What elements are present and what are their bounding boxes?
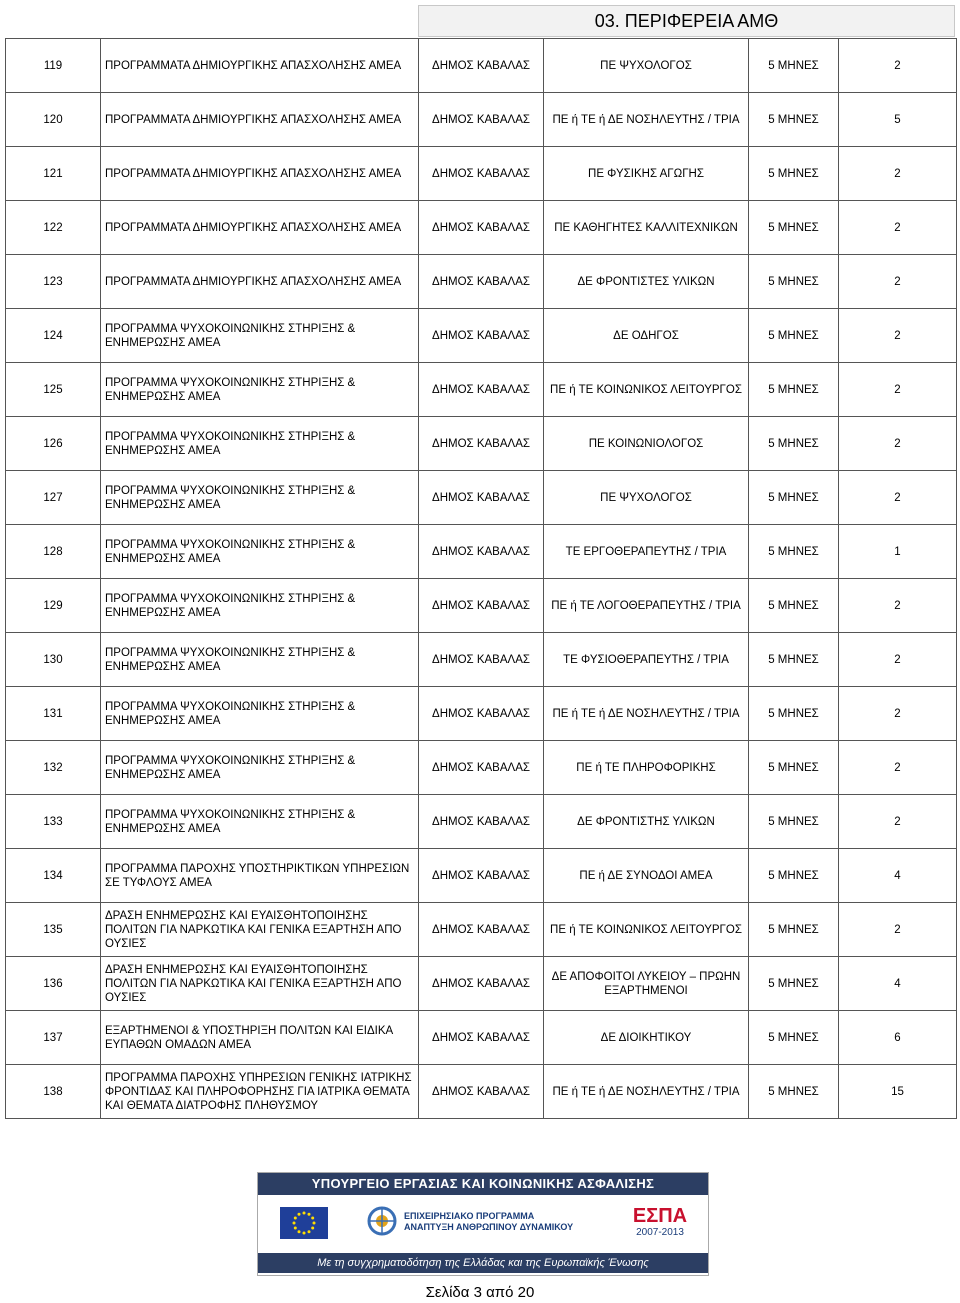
positions-count-cell: 2 xyxy=(839,903,957,957)
program-name-cell: ΠΡΟΓΡΑΜΜΑΤΑ ΔΗΜΙΟΥΡΓΙΚΗΣ ΑΠΑΣΧΟΛΗΣΗΣ ΑΜΕΑ xyxy=(101,201,419,255)
op-line-2: ΑΝΑΠΤΥΞΗ ΑΝΘΡΩΠΙΝΟΥ ΔΥΝΑΜΙΚΟΥ xyxy=(404,1222,574,1232)
table-row xyxy=(6,471,957,525)
municipality-cell: ΔΗΜΟΣ ΚΑΒΑΛΑΣ xyxy=(419,741,544,795)
program-name-cell: ΠΡΟΓΡΑΜΜΑ ΨΥΧΟΚΟΙΝΩΝΙΚΗΣ ΣΤΗΡΙΞΗΣ & ΕΝΗΜΕΡΩΣΗΣ ΑΜΕΑ xyxy=(101,525,419,579)
specialty-cell: ΤΕ ΦΥΣΙΟΘΕΡΑΠΕΥΤΗΣ / ΤΡΙΑ xyxy=(544,633,749,687)
page-title: 03. ΠΕΡΙΦΕΡΕΙΑ ΑΜΘ xyxy=(418,5,955,37)
program-name-cell: ΠΡΟΓΡΑΜΜΑ ΨΥΧΟΚΟΙΝΩΝΙΚΗΣ ΣΤΗΡΙΞΗΣ & ΕΝΗΜΕΡΩΣΗΣ ΑΜΕΑ xyxy=(101,363,419,417)
duration-cell: 5 ΜΗΝΕΣ xyxy=(749,903,839,957)
row-number-cell: 127 xyxy=(6,471,101,525)
municipality-cell: ΔΗΜΟΣ ΚΑΒΑΛΑΣ xyxy=(419,1065,544,1119)
specialty-cell: ΠΕ ΨΥΧΟΛΟΓΟΣ xyxy=(544,39,749,93)
table-row xyxy=(6,849,957,903)
positions-count-cell: 2 xyxy=(839,39,957,93)
program-name-cell: ΠΡΟΓΡΑΜΜΑΤΑ ΔΗΜΙΟΥΡΓΙΚΗΣ ΑΠΑΣΧΟΛΗΣΗΣ ΑΜΕΑ xyxy=(101,255,419,309)
specialty-cell: ΔΕ ΔΙΟΙΚΗΤΙΚΟΥ xyxy=(544,1011,749,1065)
specialty-cell: ΠΕ ΚΑΘΗΓΗΤΕΣ ΚΑΛΛΙΤΕΧΝΙΚΩΝ xyxy=(544,201,749,255)
row-number-cell: 136 xyxy=(6,957,101,1011)
page-number: Σελίδα 3 από 20 xyxy=(425,1284,535,1301)
operational-programme-logo-icon xyxy=(366,1205,398,1237)
positions-count-cell: 15 xyxy=(839,1065,957,1119)
duration-cell: 5 ΜΗΝΕΣ xyxy=(749,525,839,579)
ministry-banner: ΥΠΟΥΡΓΕΙΟ ΕΡΓΑΣΙΑΣ ΚΑΙ ΚΟΙΝΩΝΙΚΗΣ ΑΣΦΑΛΙΣΗΣ xyxy=(258,1173,708,1195)
table-row xyxy=(6,39,957,93)
row-number-cell: 138 xyxy=(6,1065,101,1119)
specialty-cell: ΠΕ ή ΤΕ ή ΔΕ ΝΟΣΗΛΕΥΤΗΣ / ΤΡΙΑ xyxy=(544,687,749,741)
municipality-cell: ΔΗΜΟΣ ΚΑΒΑΛΑΣ xyxy=(419,39,544,93)
specialty-cell: ΠΕ ΨΥΧΟΛΟΓΟΣ xyxy=(544,471,749,525)
table-row xyxy=(6,201,957,255)
specialty-cell: ΠΕ ή ΤΕ ή ΔΕ ΝΟΣΗΛΕΥΤΗΣ / ΤΡΙΑ xyxy=(544,93,749,147)
duration-cell: 5 ΜΗΝΕΣ xyxy=(749,741,839,795)
program-name-cell: ΠΡΟΓΡΑΜΜΑΤΑ ΔΗΜΙΟΥΡΓΙΚΗΣ ΑΠΑΣΧΟΛΗΣΗΣ ΑΜΕΑ xyxy=(101,147,419,201)
municipality-cell: ΔΗΜΟΣ ΚΑΒΑΛΑΣ xyxy=(419,93,544,147)
program-name-cell: ΠΡΟΓΡΑΜΜΑ ΠΑΡΟΧΗΣ ΥΠΗΡΕΣΙΩΝ ΓΕΝΙΚΗΣ ΙΑΤΡΙΚΗΣ ΦΡΟΝΤΙΔΑΣ ΚΑΙ ΠΛΗΡΟΦΟΡΗΣΗΣ ΓΙΑ ΙΑΤΡΙΚΑ ΘΕΜΑΤΑ ΚΑΙ ΘΕΜΑΤΑ ΔΙΑΤΡΟΦΗΣ ΠΛΗΘΥΣΜΟΥ xyxy=(101,1065,419,1119)
municipality-cell: ΔΗΜΟΣ ΚΑΒΑΛΑΣ xyxy=(419,579,544,633)
municipality-cell: ΔΗΜΟΣ ΚΑΒΑΛΑΣ xyxy=(419,417,544,471)
program-name-cell: ΠΡΟΓΡΑΜΜΑ ΨΥΧΟΚΟΙΝΩΝΙΚΗΣ ΣΤΗΡΙΞΗΣ & ΕΝΗΜΕΡΩΣΗΣ ΑΜΕΑ xyxy=(101,741,419,795)
positions-count-cell: 2 xyxy=(839,147,957,201)
municipality-cell: ΔΗΜΟΣ ΚΑΒΑΛΑΣ xyxy=(419,849,544,903)
municipality-cell: ΔΗΜΟΣ ΚΑΒΑΛΑΣ xyxy=(419,201,544,255)
row-number-cell: 131 xyxy=(6,687,101,741)
table-row xyxy=(6,525,957,579)
op-line-1: ΕΠΙΧΕΙΡΗΣΙΑΚΟ ΠΡΟΓΡΑΜΜΑ xyxy=(404,1211,535,1221)
positions-count-cell: 2 xyxy=(839,201,957,255)
duration-cell: 5 ΜΗΝΕΣ xyxy=(749,363,839,417)
row-number-cell: 132 xyxy=(6,741,101,795)
municipality-cell: ΔΗΜΟΣ ΚΑΒΑΛΑΣ xyxy=(419,1011,544,1065)
duration-cell: 5 ΜΗΝΕΣ xyxy=(749,309,839,363)
table-row xyxy=(6,93,957,147)
row-number-cell: 120 xyxy=(6,93,101,147)
program-name-cell: ΠΡΟΓΡΑΜΜΑ ΨΥΧΟΚΟΙΝΩΝΙΚΗΣ ΣΤΗΡΙΞΗΣ & ΕΝΗΜΕΡΩΣΗΣ ΑΜΕΑ xyxy=(101,795,419,849)
table-row xyxy=(6,633,957,687)
row-number-cell: 125 xyxy=(6,363,101,417)
municipality-cell: ΔΗΜΟΣ ΚΑΒΑΛΑΣ xyxy=(419,525,544,579)
positions-count-cell: 2 xyxy=(839,471,957,525)
row-number-cell: 126 xyxy=(6,417,101,471)
cofunding-logo-banner xyxy=(257,1172,709,1276)
table-row xyxy=(6,255,957,309)
table-row xyxy=(6,147,957,201)
positions-count-cell: 2 xyxy=(839,579,957,633)
duration-cell: 5 ΜΗΝΕΣ xyxy=(749,147,839,201)
program-name-cell: ΠΡΟΓΡΑΜΜΑ ΠΑΡΟΧΗΣ ΥΠΟΣΤΗΡΙΚΤΙΚΩΝ ΥΠΗΡΕΣΙΩΝ ΣΕ ΤΥΦΛΟΥΣ ΑΜΕΑ xyxy=(101,849,419,903)
duration-cell: 5 ΜΗΝΕΣ xyxy=(749,849,839,903)
program-name-cell: ΠΡΟΓΡΑΜΜΑ ΨΥΧΟΚΟΙΝΩΝΙΚΗΣ ΣΤΗΡΙΞΗΣ & ΕΝΗΜΕΡΩΣΗΣ ΑΜΕΑ xyxy=(101,417,419,471)
positions-count-cell: 2 xyxy=(839,795,957,849)
row-number-cell: 122 xyxy=(6,201,101,255)
positions-count-cell: 2 xyxy=(839,687,957,741)
specialty-cell: ΠΕ ή ΤΕ ΠΛΗΡΟΦΟΡΙΚΗΣ xyxy=(544,741,749,795)
table-row xyxy=(6,795,957,849)
table-row xyxy=(6,309,957,363)
municipality-cell: ΔΗΜΟΣ ΚΑΒΑΛΑΣ xyxy=(419,255,544,309)
duration-cell: 5 ΜΗΝΕΣ xyxy=(749,1065,839,1119)
program-name-cell: ΕΞΑΡΤΗΜΕΝΟΙ & ΥΠΟΣΤΗΡΙΞΗ ΠΟΛΙΤΩΝ ΚΑΙ ΕΙΔΙΚΑ ΕΥΠΑΘΩΝ ΟΜΑΔΩΝ ΑΜΕΑ xyxy=(101,1011,419,1065)
row-number-cell: 129 xyxy=(6,579,101,633)
municipality-cell: ΔΗΜΟΣ ΚΑΒΑΛΑΣ xyxy=(419,309,544,363)
cofunding-caption: Με τη συγχρηματοδότηση της Ελλάδας και της Ευρωπαϊκής Ένωσης xyxy=(258,1253,708,1273)
duration-cell: 5 ΜΗΝΕΣ xyxy=(749,39,839,93)
municipality-cell: ΔΗΜΟΣ ΚΑΒΑΛΑΣ xyxy=(419,147,544,201)
table-row xyxy=(6,741,957,795)
row-number-cell: 123 xyxy=(6,255,101,309)
specialty-cell: ΠΕ ή ΤΕ ή ΔΕ ΝΟΣΗΛΕΥΤΗΣ / ΤΡΙΑ xyxy=(544,1065,749,1119)
table-row xyxy=(6,687,957,741)
specialty-cell: ΔΕ ΟΔΗΓΟΣ xyxy=(544,309,749,363)
positions-count-cell: 2 xyxy=(839,309,957,363)
program-name-cell: ΠΡΟΓΡΑΜΜΑ ΨΥΧΟΚΟΙΝΩΝΙΚΗΣ ΣΤΗΡΙΞΗΣ & ΕΝΗΜΕΡΩΣΗΣ ΑΜΕΑ xyxy=(101,579,419,633)
duration-cell: 5 ΜΗΝΕΣ xyxy=(749,93,839,147)
program-name-cell: ΠΡΟΓΡΑΜΜΑ ΨΥΧΟΚΟΙΝΩΝΙΚΗΣ ΣΤΗΡΙΞΗΣ & ΕΝΗΜΕΡΩΣΗΣ ΑΜΕΑ xyxy=(101,309,419,363)
table-row xyxy=(6,903,957,957)
specialty-cell: ΔΕ ΑΠΟΦΟΙΤΟΙ ΛΥΚΕΙΟΥ – ΠΡΩΗΝ ΕΞΑΡΤΗΜΕΝΟΙ xyxy=(544,957,749,1011)
duration-cell: 5 ΜΗΝΕΣ xyxy=(749,471,839,525)
duration-cell: 5 ΜΗΝΕΣ xyxy=(749,255,839,309)
program-name-cell: ΠΡΟΓΡΑΜΜΑ ΨΥΧΟΚΟΙΝΩΝΙΚΗΣ ΣΤΗΡΙΞΗΣ & ΕΝΗΜΕΡΩΣΗΣ ΑΜΕΑ xyxy=(101,687,419,741)
program-name-cell: ΠΡΟΓΡΑΜΜΑΤΑ ΔΗΜΙΟΥΡΓΙΚΗΣ ΑΠΑΣΧΟΛΗΣΗΣ ΑΜΕΑ xyxy=(101,93,419,147)
duration-cell: 5 ΜΗΝΕΣ xyxy=(749,579,839,633)
positions-count-cell: 2 xyxy=(839,741,957,795)
positions-count-cell: 5 xyxy=(839,93,957,147)
table-row xyxy=(6,1065,957,1119)
positions-table xyxy=(5,38,957,1119)
positions-count-cell: 4 xyxy=(839,849,957,903)
program-name-cell: ΠΡΟΓΡΑΜΜΑΤΑ ΔΗΜΙΟΥΡΓΙΚΗΣ ΑΠΑΣΧΟΛΗΣΗΣ ΑΜΕΑ xyxy=(101,39,419,93)
program-name-cell: ΠΡΟΓΡΑΜΜΑ ΨΥΧΟΚΟΙΝΩΝΙΚΗΣ ΣΤΗΡΙΞΗΣ & ΕΝΗΜΕΡΩΣΗΣ ΑΜΕΑ xyxy=(101,471,419,525)
table-row xyxy=(6,579,957,633)
table-row xyxy=(6,417,957,471)
positions-count-cell: 6 xyxy=(839,1011,957,1065)
row-number-cell: 137 xyxy=(6,1011,101,1065)
municipality-cell: ΔΗΜΟΣ ΚΑΒΑΛΑΣ xyxy=(419,687,544,741)
row-number-cell: 133 xyxy=(6,795,101,849)
duration-cell: 5 ΜΗΝΕΣ xyxy=(749,417,839,471)
row-number-cell: 128 xyxy=(6,525,101,579)
row-number-cell: 130 xyxy=(6,633,101,687)
row-number-cell: 121 xyxy=(6,147,101,201)
duration-cell: 5 ΜΗΝΕΣ xyxy=(749,957,839,1011)
program-name-cell: ΔΡΑΣΗ ΕΝΗΜΕΡΩΣΗΣ ΚΑΙ ΕΥΑΙΣΘΗΤΟΠΟΙΗΣΗΣ ΠΟΛΙΤΩΝ ΓΙΑ ΝΑΡΚΩΤΙΚΑ ΚΑΙ ΓΕΝΙΚΑ ΕΞΑΡΤΗΣΗ ΑΠΟ ΟΥΣΙΕΣ xyxy=(101,957,419,1011)
positions-count-cell: 2 xyxy=(839,417,957,471)
row-number-cell: 135 xyxy=(6,903,101,957)
specialty-cell: ΔΕ ΦΡΟΝΤΙΣΤΕΣ ΥΛΙΚΩΝ xyxy=(544,255,749,309)
municipality-cell: ΔΗΜΟΣ ΚΑΒΑΛΑΣ xyxy=(419,795,544,849)
specialty-cell: ΠΕ ή ΤΕ ΚΟΙΝΩΝΙΚΟΣ ΛΕΙΤΟΥΡΓΟΣ xyxy=(544,363,749,417)
row-number-cell: 124 xyxy=(6,309,101,363)
positions-count-cell: 4 xyxy=(839,957,957,1011)
duration-cell: 5 ΜΗΝΕΣ xyxy=(749,687,839,741)
table-row xyxy=(6,957,957,1011)
specialty-cell: ΠΕ ή ΤΕ ΚΟΙΝΩΝΙΚΟΣ ΛΕΙΤΟΥΡΓΟΣ xyxy=(544,903,749,957)
duration-cell: 5 ΜΗΝΕΣ xyxy=(749,1011,839,1065)
operational-programme-label xyxy=(404,1211,573,1233)
espa-label: ΕΣΠΑ xyxy=(632,1205,688,1227)
positions-table-body xyxy=(6,39,957,1119)
duration-cell: 5 ΜΗΝΕΣ xyxy=(749,201,839,255)
table-row xyxy=(6,1011,957,1065)
positions-count-cell: 2 xyxy=(839,633,957,687)
eu-flag-icon xyxy=(280,1207,328,1239)
row-number-cell: 119 xyxy=(6,39,101,93)
municipality-cell: ΔΗΜΟΣ ΚΑΒΑΛΑΣ xyxy=(419,471,544,525)
municipality-cell: ΔΗΜΟΣ ΚΑΒΑΛΑΣ xyxy=(419,633,544,687)
row-number-cell: 134 xyxy=(6,849,101,903)
specialty-cell: ΔΕ ΦΡΟΝΤΙΣΤΗΣ ΥΛΙΚΩΝ xyxy=(544,795,749,849)
specialty-cell: ΠΕ ή ΤΕ ΛΟΓΟΘΕΡΑΠΕΥΤΗΣ / ΤΡΙΑ xyxy=(544,579,749,633)
program-name-cell: ΠΡΟΓΡΑΜΜΑ ΨΥΧΟΚΟΙΝΩΝΙΚΗΣ ΣΤΗΡΙΞΗΣ & ΕΝΗΜΕΡΩΣΗΣ ΑΜΕΑ xyxy=(101,633,419,687)
duration-cell: 5 ΜΗΝΕΣ xyxy=(749,795,839,849)
municipality-cell: ΔΗΜΟΣ ΚΑΒΑΛΑΣ xyxy=(419,363,544,417)
program-name-cell: ΔΡΑΣΗ ΕΝΗΜΕΡΩΣΗΣ ΚΑΙ ΕΥΑΙΣΘΗΤΟΠΟΙΗΣΗΣ ΠΟΛΙΤΩΝ ΓΙΑ ΝΑΡΚΩΤΙΚΑ ΚΑΙ ΓΕΝΙΚΑ ΕΞΑΡΤΗΣΗ ΑΠΟ ΟΥΣΙΕΣ xyxy=(101,903,419,957)
positions-count-cell: 2 xyxy=(839,255,957,309)
positions-count-cell: 2 xyxy=(839,363,957,417)
table-row xyxy=(6,363,957,417)
positions-count-cell: 1 xyxy=(839,525,957,579)
espa-years: 2007-2013 xyxy=(636,1227,684,1238)
specialty-cell: ΠΕ ΦΥΣΙΚΗΣ ΑΓΩΓΗΣ xyxy=(544,147,749,201)
municipality-cell: ΔΗΜΟΣ ΚΑΒΑΛΑΣ xyxy=(419,957,544,1011)
specialty-cell: ΠΕ ΚΟΙΝΩΝΙΟΛΟΓΟΣ xyxy=(544,417,749,471)
municipality-cell: ΔΗΜΟΣ ΚΑΒΑΛΑΣ xyxy=(419,903,544,957)
specialty-cell: ΤΕ ΕΡΓΟΘΕΡΑΠΕΥΤΗΣ / ΤΡΙΑ xyxy=(544,525,749,579)
specialty-cell: ΠΕ ή ΔΕ ΣΥΝΟΔΟΙ ΑΜΕΑ xyxy=(544,849,749,903)
duration-cell: 5 ΜΗΝΕΣ xyxy=(749,633,839,687)
espa-logo xyxy=(630,1205,690,1243)
